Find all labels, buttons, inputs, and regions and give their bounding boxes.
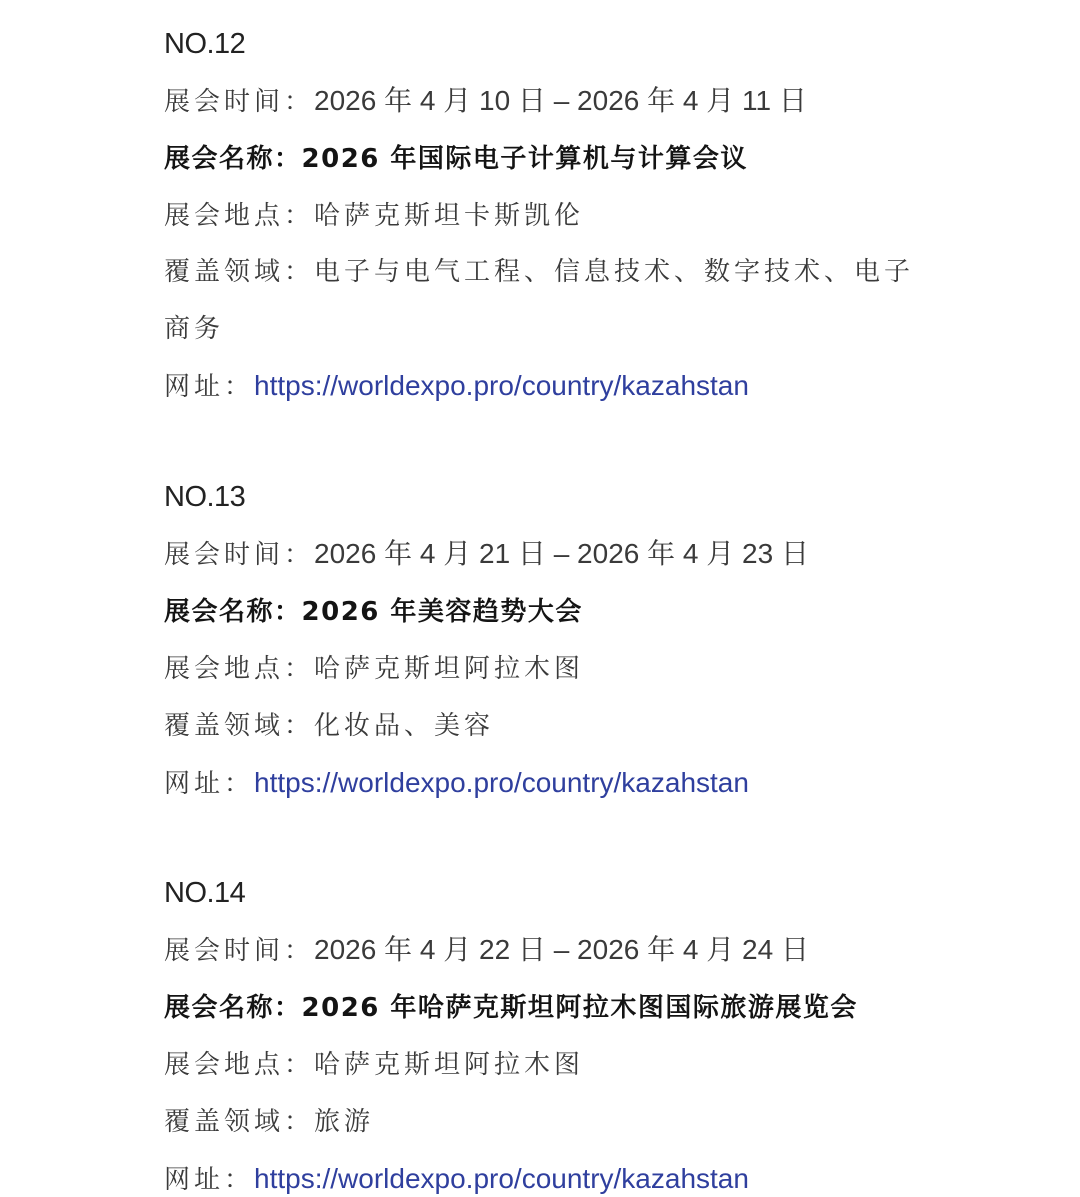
time-row bbox=[164, 84, 924, 119]
url-row bbox=[164, 1162, 924, 1197]
field-label: 覆盖领域： bbox=[164, 1107, 315, 1137]
field-value: 电子与电气工程、信息技术、数字技术、电子商务 bbox=[164, 257, 915, 344]
url-link[interactable]: https://worldexpo.pro/country/kazahstan bbox=[254, 767, 749, 798]
entry-number: NO.12 bbox=[164, 28, 246, 60]
url-row bbox=[164, 369, 924, 404]
field-row bbox=[164, 709, 924, 743]
name-label: 展会名称： bbox=[164, 597, 302, 627]
name-value: 2026 年国际电子计算机与计算会议 bbox=[301, 144, 748, 174]
location-label: 展会地点： bbox=[164, 654, 315, 684]
name-value: 2026 年哈萨克斯坦阿拉木图国际旅游展览会 bbox=[301, 993, 858, 1023]
field-value: 旅游 bbox=[314, 1107, 375, 1137]
name-row bbox=[164, 991, 924, 1025]
url-row bbox=[164, 766, 924, 801]
time-value: 2026 年 4 月 10 日 – 2026 年 4 月 11 日 bbox=[314, 85, 807, 116]
location-value: 哈萨克斯坦阿拉木图 bbox=[314, 654, 585, 684]
name-value: 2026 年美容趋势大会 bbox=[301, 597, 583, 627]
field-value: 化妆品、美容 bbox=[314, 711, 495, 741]
location-row bbox=[164, 199, 924, 233]
name-label: 展会名称： bbox=[164, 144, 302, 174]
location-value: 哈萨克斯坦阿拉木图 bbox=[314, 1050, 585, 1080]
location-label: 展会地点： bbox=[164, 201, 315, 231]
url-label: 网址： bbox=[164, 372, 255, 402]
expo-entry bbox=[164, 876, 924, 1197]
time-label: 展会时间： bbox=[164, 936, 315, 966]
url-label: 网址： bbox=[164, 1165, 255, 1195]
name-row bbox=[164, 595, 924, 629]
time-label: 展会时间： bbox=[164, 87, 315, 117]
url-label: 网址： bbox=[164, 769, 255, 799]
time-label: 展会时间： bbox=[164, 540, 315, 570]
field-row bbox=[164, 1105, 924, 1139]
time-value: 2026 年 4 月 22 日 – 2026 年 4 月 24 日 bbox=[314, 934, 809, 965]
time-value: 2026 年 4 月 21 日 – 2026 年 4 月 23 日 bbox=[314, 538, 809, 569]
name-row bbox=[164, 142, 924, 176]
location-row bbox=[164, 1048, 924, 1082]
location-value: 哈萨克斯坦卡斯凯伦 bbox=[314, 201, 585, 231]
name-label: 展会名称： bbox=[164, 993, 302, 1023]
field-row bbox=[164, 244, 924, 358]
expo-entry bbox=[164, 480, 924, 801]
entry-number: NO.14 bbox=[164, 877, 246, 909]
expo-entry bbox=[164, 27, 924, 404]
field-label: 覆盖领域： bbox=[164, 257, 315, 287]
url-link[interactable]: https://worldexpo.pro/country/kazahstan bbox=[254, 1163, 749, 1194]
field-label: 覆盖领域： bbox=[164, 711, 315, 741]
entry-number: NO.13 bbox=[164, 481, 246, 513]
time-row bbox=[164, 537, 924, 572]
time-row bbox=[164, 933, 924, 968]
location-label: 展会地点： bbox=[164, 1050, 315, 1080]
location-row bbox=[164, 652, 924, 686]
url-link[interactable]: https://worldexpo.pro/country/kazahstan bbox=[254, 370, 749, 401]
